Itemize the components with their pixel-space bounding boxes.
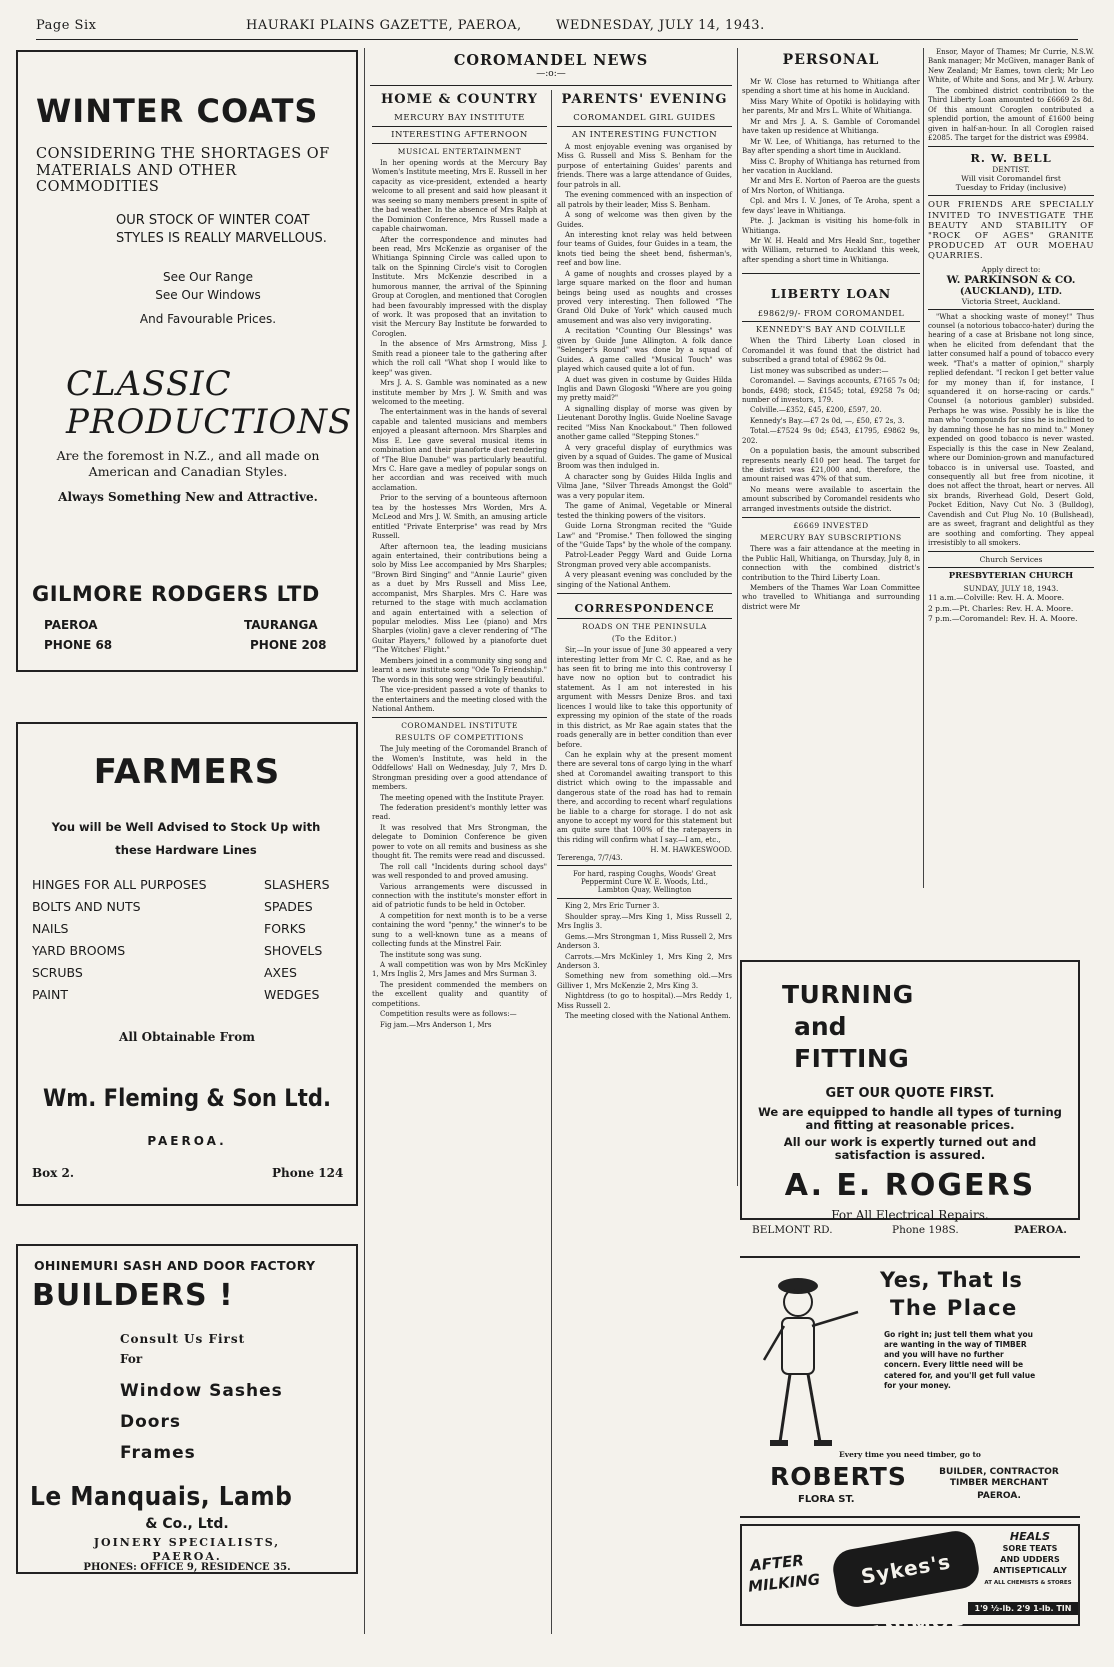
gilmore-rodgers-ad: [16, 50, 358, 672]
rogers-contact-row: [752, 1224, 1076, 1242]
column-rule: [737, 48, 738, 1186]
paragraph: Shoulder spray.—Mrs King 1, Miss Russell 2, Mrs Inglis 3.: [557, 912, 732, 931]
apply-text: Apply direct to:: [981, 264, 1041, 274]
hardware-item: PAINT: [32, 987, 68, 1002]
builders-item: Window Sashes: [120, 1381, 283, 1401]
paragraph: A wall competition was won by Mrs McKinley 1, Mrs Inglis 2, Mrs James and Mrs Surman 3.: [372, 961, 547, 979]
joinery-text: JOINERY SPECIALISTS,: [93, 1536, 281, 1549]
subheading: COROMANDEL GIRL GUIDES: [573, 113, 716, 123]
paragraph: The vice-president passed a vote of thanks to the entertainers and the meeting closed with the National Anthem.: [372, 686, 547, 713]
personal-column: [742, 48, 920, 888]
heals-text: HEALS: [1009, 1530, 1051, 1543]
after-text: AFTER: [749, 1551, 805, 1575]
paragraph: There was a fair attendance at the meeting in the Public Hall, Whitianga, on Thursday, July 8, in connection with the combined district's contribution to the Third Liberty Loan.: [742, 545, 920, 582]
builders-item: Frames: [120, 1443, 196, 1463]
paragraph: The meeting closed with the National Anthem.: [565, 1012, 731, 1021]
paeroa-phone: PHONE 68: [44, 638, 113, 652]
hardware-item: SCRUBS: [32, 965, 83, 980]
farmers-heading: FARMERS: [93, 752, 281, 792]
paragraph: Mr W. Lee, of Whitianga, has returned to the Bay after spending a short time in Auckland.: [742, 137, 920, 156]
expertly-text: All our work is expertly turned out and satisfaction is assured.: [783, 1135, 1037, 1163]
paragraph: Ensor, Mayor of Thames; Mr Currie, N.S.W. Bank manager; Mr McGiven, manager Bank of New Zealand; Mr Eames, town clerk; Mr Leo White, of White and Sons, and Mr J. W. Arbury.: [928, 48, 1094, 85]
sore-teats: SORE TEATS: [1002, 1544, 1058, 1553]
liberty-body: [742, 337, 920, 514]
paragraph: A recitation "Counting Our Blessings" was given by Guide June Allington. A folk dance "Selenger's Round" was done by a squad of Guides. A game called "Musical Touch" was played which caused quite a lot of fun.: [557, 327, 732, 374]
subheading: COROMANDEL INSTITUTE: [401, 721, 518, 731]
ae-rogers-ad: [740, 960, 1080, 1220]
paragraph: After afternoon tea, the leading musicians again entertained, their contributions being a solo by Miss Lee accompanied by Mrs Sharples; "Brown Bird Singing" and "Annie Laurie" given as a duet by Mrs Russell and Miss Lee, accompanist, Mrs Sharples. Mrs C. Hare was returned to the stage with much acclamation and again entertained with a selection of popular melodies. Miss Lee (piano) and Mrs Sharples (violin) gave a clever rendering of "The Guitar Players," followed by a pianoforte duet "The Witches' Flight.": [372, 542, 547, 655]
paragraph: Fig jam.—Mrs Anderson 1, Mrs: [380, 1020, 492, 1029]
animol-banner: [830, 1528, 982, 1647]
bell-name: R. W. BELL: [970, 151, 1052, 166]
paragraph: The combined district contribution to the Third Liberty Loan amounted to £6669 2s 8d. Of this amount Coroglen contributed a splendid portion, the amount of £1600 being given in half-an-hour. In all Coroglen raised £2085. The target for the district was £9984.: [928, 86, 1094, 142]
correspondence-heading: CORRESPONDENCE: [574, 602, 715, 616]
subheading: ROADS ON THE PENINSULA: [582, 622, 707, 632]
hardware-item: YARD BROOMS: [32, 943, 126, 958]
subheading: KENNEDY'S BAY AND COLVILLE: [756, 325, 906, 335]
church-services-label: Church Services: [979, 555, 1043, 565]
bell-line: Will visit Coromandel first: [961, 174, 1061, 184]
paragraph: A very pleasant evening was concluded by the singing of the National Anthem.: [557, 571, 732, 589]
roberts-text: Go right in; just tell them what you are wanting in the way of TIMBER and you will have no further concern. Every little need will be catered for, and you'll get full value for your money.: [884, 1330, 1036, 1390]
subheading: MERCURY BAY INSTITUTE: [394, 113, 525, 123]
article-body: [372, 745, 547, 1030]
paragraph: A competition for next month is to be a verse containing the word "penny," the winner's to be sung to a well-known tune as a means of collecting funds at the Minstrel Fair.: [372, 911, 547, 949]
quote-first: GET OUR QUOTE FIRST.: [825, 1086, 995, 1101]
subheading: £9862/9/- FROM COROMANDEL: [757, 309, 905, 319]
tauranga-label: TAURANGA: [244, 618, 318, 632]
paragraph: When the Third Liberty Loan closed in Coromandel it was found that the district had subscribed a grand total of £9862 9s 0d.: [742, 337, 920, 365]
paragraph: In the absence of Mrs Armstrong, Miss J. Smith read a pioneer tale to the gathering after which the roll call "What shop I would like to keep" was given.: [372, 340, 547, 377]
bell-title: DENTIST.: [992, 165, 1030, 175]
and-heading: and: [794, 1012, 847, 1041]
paragraph: Can he explain why at the present moment there are several tons of cargo lying in the wharf shed at Coromandel awaiting transport to this district which owing to the impassable and dangerous state of the road has had to remain there, and according to recent wharf regulations be liable to a charge for storage. I do not ask anyone to accept my word for this statement but am quite sure that 100% of the ratepayers in this riding will confirm what I say.—I am, etc.,: [557, 750, 732, 844]
le-manquais-ad: [16, 1244, 358, 1574]
paragraph: The president commended the members on the excellent quality and quantity of competitions.: [372, 980, 547, 1008]
favourable-prices: And Favourable Prices.: [139, 312, 277, 326]
hardware-intro: You will be Well Advised to Stock Up with these Hardware Lines: [51, 820, 321, 857]
article-body: [928, 48, 1094, 143]
paragraph: Total.—£7524 9s 0d; £543, £1795, £9862 9s, 202.: [742, 427, 920, 445]
rock-of-ages-text: OUR FRIENDS ARE SPECIALLY INVITED TO INVESTIGATE THE BEAUTY AND STABILITY OF "ROCK OF AGES" GRANITE PRODUCED AT OUR MOEHAU QUARRIES.: [928, 200, 1094, 262]
paragraph: Carrots.—Mrs McKinley 1, Mrs King 2, Mrs Anderson 3.: [557, 952, 732, 970]
paragraph: List money was subscribed as under:—: [750, 366, 889, 375]
paragraph: The entertainment was in the hands of several capable and talented musicians and members enjoyed a pleasant afternoon. Mrs Sharples and Miss E. Lee gave several musical items in combination and their pianoforte duet rendering of "The Blue Danube" was particularly beautiful. Mrs C. Hare gave a medley of popular songs on her accordian and was received with much acclamation.: [372, 408, 547, 492]
parkinson-name: W. PARKINSON & CO.: [946, 273, 1076, 286]
paragraph: A signalling display of morse was given by Lieutenant Dorothy Inglis. Guide Noeline Savage recited "Miss Nan Knockabout." Then followed another game called "Stepping Stones.": [557, 404, 732, 442]
builders-phones: PHONES: OFFICE 9, RESIDENCE 35.: [83, 1562, 291, 1573]
productions-heading: PRODUCTIONS: [66, 402, 353, 442]
hardware-list-right: [264, 874, 364, 1006]
hardware-item: WEDGES: [264, 987, 320, 1002]
classic-heading: CLASSIC: [66, 364, 232, 404]
rogers-address: BELMONT RD.: [752, 1224, 833, 1236]
paragraph: The institute song was sung.: [380, 950, 482, 959]
church-schedule: [928, 593, 1094, 623]
paragraph: The game of Animal, Vegetable or Mineral tested the thinking powers of the visitors.: [557, 502, 732, 520]
rogers-phone: Phone 198S.: [892, 1224, 959, 1236]
bell-line: Tuesday to Friday (inclusive): [955, 183, 1067, 193]
paragraph: The roll call "Incidents during school days" was well responded to and proved amusing.: [372, 862, 547, 881]
hardware-item: SPADES: [264, 899, 313, 914]
subheading: RESULTS OF COMPETITIONS: [395, 733, 524, 743]
church-service-line: 7 p.m.—Coromandel: Rev. H. A. Moore.: [928, 613, 1078, 623]
paragraph: Mr W. H. Heald and Mrs Heald Snr., together with William, returned to Auckland this week, after spending a short time in Whitianga.: [742, 237, 920, 264]
fleming-name: Wm. Fleming & Son Ltd.: [42, 1084, 332, 1112]
paragraph: Colville.—£352, £45, £200, £597, 20.: [750, 406, 882, 415]
subheading: MERCURY BAY SUBSCRIPTIONS: [760, 533, 902, 543]
subheading: INTERESTING AFTERNOON: [391, 130, 528, 140]
paragraph: Something new from something old.—Mrs Gilliver 1, Mrs McKenzie 2, Mrs King 3.: [557, 972, 732, 990]
electrical-repairs: For All Electrical Repairs.: [831, 1208, 989, 1222]
paragraph: A song of welcome was then given by the Guides.: [557, 211, 732, 229]
church-date: SUNDAY, JULY 18, 1943.: [963, 584, 1059, 594]
column-rule: [923, 48, 924, 888]
paragraph: Miss C. Brophy of Whitianga has returned from her vacation in Auckland.: [742, 157, 920, 175]
builders-heading: BUILDERS !: [32, 1278, 234, 1313]
hardware-item: FORKS: [264, 921, 306, 936]
paragraph: Various arrangements were discussed in connection with the institute's monster effort in aid of patriotic funds to be held in October.: [372, 882, 547, 910]
animol-brand: Sykes's ANIMOL: [859, 1549, 966, 1647]
turning-heading: TURNING: [782, 980, 914, 1009]
column-rule: [364, 48, 365, 1634]
builders-item: Doors: [120, 1412, 181, 1432]
flora-street: FLORA ST.: [798, 1494, 855, 1505]
carpenter-illustration: [746, 1264, 870, 1454]
fitting-heading: FITTING: [794, 1044, 910, 1073]
see-range: See Our Range: [162, 270, 254, 284]
paragraph: Nightdress (to go to hospital).—Mrs Reddy 1, Miss Russell 2.: [557, 992, 732, 1010]
equipped-text: We are equipped to handle all types of turning and fitting at reasonable prices.: [758, 1105, 1062, 1133]
parkinson-name2: (AUCKLAND), LTD.: [959, 285, 1063, 297]
paragraph: A game of noughts and crosses played by a large square marked on the floor and human beings being used as noughts and crosses proved very interesting. Then followed "The Grand Old Duke of York" which caused much amusement and was also very invigorating.: [557, 269, 732, 325]
roberts-name: ROBERTS: [770, 1462, 907, 1491]
udders: AND UDDERS: [1000, 1555, 1060, 1564]
paragraph: Coromandel. — Savings accounts, £7165 7s 0d; bonds, £498; stock, £1545; total, £9258 7s 0d; number of investors, 179.: [742, 377, 920, 404]
paragraph: On a population basis, the amount subscribed represents nearly £10 per head. The target for the district was £21,000 and, therefore, the amount raised was 47% of that sum.: [742, 447, 920, 484]
parkinson-address: Victoria Street, Auckland.: [961, 296, 1061, 306]
winter-coats-heading: WINTER COATS: [36, 92, 319, 130]
paragraph: Kennedy's Bay.—£7 2s 0d, —, £50, £7 2s, 3.: [750, 416, 905, 425]
church-service-line: 2 p.m.—Pt. Charles: Rev. H. A. Moore.: [928, 603, 1074, 613]
roberts-ad: [740, 1256, 1080, 1518]
paragraph: No means were available to ascertain the amount subscribed by Coromandel residents who arranged investments outside the district.: [742, 485, 920, 513]
paeroa-label: PAEROA: [44, 618, 98, 632]
le-manquais-co: & Co., Ltd.: [145, 1516, 229, 1532]
home-country-column: [372, 90, 547, 1634]
personal-heading: PERSONAL: [782, 52, 880, 68]
hardware-item: BOLTS AND NUTS: [32, 899, 141, 914]
paragraph: The federation president's monthly letter was read.: [372, 804, 547, 822]
paragraph: In her opening words at the Mercury Bay Women's Institute meeting, Mrs E. Russell in her capacity as vice-president, extended a hearty welcome to all present and said how pleasant it was seeing so many members present in spite of the bad weather. In the absence of Mrs Ralph at the Dominion Conference, Mrs Russell made a capable chairwoman.: [372, 159, 547, 234]
signature-place: Tererenga, 7/7/43.: [557, 854, 623, 863]
subheading: MUSICAL ENTERTAINMENT: [397, 147, 522, 156]
coromandel-news-header: COROMANDEL NEWS —:o:—: [370, 48, 732, 86]
yes-that-is: Yes, That Is: [880, 1268, 1023, 1292]
article-body: [557, 143, 732, 590]
paragraph: The July meeting of the Coromandel Branch of the Women's Institute, was held in the Oddfellows' Hall on Wednesday, July 7, Mrs D. Strongman presiding over a good attendance of members.: [372, 745, 547, 792]
animol-ad: [740, 1524, 1080, 1647]
for-text: For: [120, 1352, 143, 1366]
paragraph: King 2, Mrs Eric Turner 3.: [565, 902, 660, 911]
paragraph: The meeting opened with the Institute Prayer.: [380, 793, 544, 802]
consult-text: Consult Us First: [120, 1332, 246, 1346]
every-time-text: Every time you need timber, go to: [839, 1450, 981, 1459]
obtainable-text: All Obtainable From: [119, 1030, 255, 1044]
the-place: The Place: [890, 1296, 1018, 1320]
paragraph: Pte. J. Jackman is visiting his home-folk in Whitianga.: [742, 217, 920, 235]
roberts-line: TIMBER MERCHANT: [949, 1478, 1049, 1488]
stock-text: OUR STOCK OF WINTER COAT STYLES IS REALLY MARVELLOUS.: [116, 213, 327, 246]
hardware-item: SLASHERS: [264, 877, 330, 892]
paragraph: Mr W. Close has returned to Whitianga after spending a short time at his home in Auckland.: [742, 78, 920, 96]
article-body: [372, 159, 547, 714]
hardware-item: SHOVELS: [264, 943, 323, 958]
foremost-text: Are the foremost in N.Z., and all made on American and Canadian Styles.: [56, 448, 320, 479]
coromandel-news-title: COROMANDEL NEWS: [453, 52, 649, 69]
right-column: [928, 48, 1094, 894]
paragraph: Gems.—Mrs Strongman 1, Miss Russell 2, Mrs Anderson 3.: [557, 932, 732, 951]
milking-text: MILKING: [747, 1570, 821, 1596]
page-number: Page Six: [36, 18, 97, 33]
rogers-name: A. E. ROGERS: [784, 1168, 1036, 1203]
rogers-town: PAEROA.: [1014, 1224, 1067, 1236]
presbyterian-heading: PRESBYTERIAN CHURCH: [948, 571, 1074, 582]
shortages-text: CONSIDERING THE SHORTAGES OF MATERIALS AND OTHER COMMODITIES: [36, 146, 330, 196]
always-new-text: Always Something New and Attractive.: [58, 490, 318, 504]
factory-name: OHINEMURI SASH AND DOOR FACTORY: [34, 1258, 316, 1273]
signature: H. M. HAWKESWOOD.: [650, 846, 732, 855]
liberty-body: [742, 545, 920, 612]
paragraph: Guide Lorna Strongman recited the "Guide Law" and "Promise." Then followed the singing of the "Guide Taps" by the whole of the company.: [557, 522, 732, 549]
hardware-list-left: [32, 874, 232, 1006]
hardware-item: AXES: [264, 965, 297, 980]
liberty-loan-heading: LIBERTY LOAN: [770, 286, 892, 302]
paragraph: After the correspondence and minutes had been read, Mrs McKenzie as organiser of the Whitianga Spinning Circle was called upon to talk on the Spinning Circle's visit to Coroglen Institute. Mrs McKenzie described in a humorous manner, the arrival of the Spinning Group at Coroglen, and mentioned that Coroglen had been favourably impressed with the display of work. It was proposed that an invitation to visit the Mercury Bay Institute be forwarded to Coroglen.: [372, 235, 547, 338]
roberts-line: BUILDER, CONTRACTOR: [939, 1467, 1059, 1477]
fleming-phone: Phone 124: [272, 1166, 344, 1180]
paragraph: Patrol-Leader Peggy Ward and Guide Lorna Strongman proved very able accompanists.: [557, 551, 732, 569]
paragraph: The evening commenced with an inspection of all patrols by their leader, Miss S. Benham.: [557, 191, 732, 209]
roberts-line: PAEROA.: [977, 1491, 1021, 1501]
hardware-item: HINGES FOR ALL PURPOSES: [32, 877, 207, 892]
fleming-town: PAEROA.: [147, 1134, 227, 1148]
subheading: (To the Editor.): [611, 634, 678, 644]
article-body: [557, 646, 732, 845]
subheading: AN INTERESTING FUNCTION: [571, 130, 718, 140]
wm-fleming-ad: [16, 722, 358, 1206]
issue-date: WEDNESDAY, JULY 14, 1943.: [556, 18, 765, 33]
paragraph: Mrs J. A. S. Gamble was nominated as a new institute member by Mrs J. W. Smith and was welcomed to the meeting.: [372, 379, 547, 406]
paragraph: Members of the Thames War Loan Committee who travelled to Whitianga and surrounding district were Mr: [742, 583, 920, 611]
article-body: [557, 902, 732, 1021]
column-rule: [551, 90, 552, 1634]
paragraph: Mr and Mrs E. Norton of Paeroa are the guests of Mrs Norton, of Whitianga.: [742, 177, 920, 195]
gilmore-rodgers-name: GILMORE RODGERS LTD: [32, 582, 320, 606]
paragraph: Mr and Mrs J. A. S. Gamble of Coromandel have taken up residence at Whitianga.: [742, 117, 920, 136]
paragraph: A very graceful display of eurythmics was given by a squad of Guides. The game of Musical Broom was then indulged in.: [557, 443, 732, 471]
tobacco-article: "What a shocking waste of money!" Thus counsel (a notorious tobacco-hater) during the hearing of a case at Brisbane not long since, when he elicited from defendant that the latter consumed half a pound of tobacco every week. "That's a matter of opinion," sharply replied defendant. "I reckon I get better value for my money than if, for instance, I squandered it on horse-racing or cards." Counsel (a notorious gambler) subsided. Perhaps he was wise. Possibly he is like the man who "compounds for sins he is inclined to by damning those he has no mind to." Money expended on good tobacco is never wasted. Especially is this the case in New Zealand, where our Dominion-grown and manufactured tobacco is in universal use. Toasted, and consequently all but free from nicotine, it does not affect the throat, heart or nerves. All six brands, Riverhead Gold, Desert Gold, Pocket Edition, Navy Cut No. 3 (Bulldog), Cavendish and Cut Plug No. 10 (Bullshead), are as sweet, fragrant and delightful as they are soothing and comforting. They appeal irresistibly to all smokers.: [928, 312, 1094, 547]
paragraph: Sir,—In your issue of June 30 appeared a very interesting letter from Mr C. C. Rae, and as he has seen fit to bring me into this controversy I have now no option but to contradict his statement. As I am not interested in his argument with Messrs Denize Bros. and taxi licences I would like to take this opportunity of expressing my opinion of the state of the roads in this district, as Mr Rae again states that the roads generally are in better condition than ever before.: [557, 646, 732, 749]
builders-items: [120, 1376, 350, 1469]
paragraph: Competition results were as follows:—: [380, 1010, 517, 1019]
chemists-text: AT ALL CHEMISTS & STORES: [984, 1580, 1072, 1586]
paragraph: An interesting knot relay was held between four teams of Guides, four Guides in a team, the knots tied being the sheet bend, fisherman's, reef and bow line.: [557, 230, 732, 268]
home-country-heading: HOME & COUNTRY: [381, 92, 538, 107]
parents-evening-heading: PARENTS' EVENING: [561, 92, 728, 107]
paragraph: It was resolved that Mrs Strongman, the delegate to Dominion Conference be given power to vote on all remits and business as she thought fit. The remits were read and discussed.: [372, 823, 547, 861]
newspaper-title: HAURAKI PLAINS GAZETTE, PAEROA,: [246, 18, 522, 33]
paragraph: Cpl. and Mrs I. V. Jones, of Te Aroha, spent a few days' leave in Whitianga.: [742, 197, 920, 215]
paragraph: A duet was given in costume by Guides Hilda Inglis and Dawn Glogoski "Where are you going my pretty maid?": [557, 375, 732, 403]
tauranga-phone: PHONE 208: [250, 638, 327, 652]
paragraph: A most enjoyable evening was organised by Miss G. Russell and Miss S. Benham for the purpose of entertaining Guides' parents and friends. There was a large attendance of Guides, four patrols in all.: [557, 143, 732, 189]
peppermint-cure-ad: For hard, rasping Coughs, Woods' Great Peppermint Cure W. E. Woods, Ltd., Lambton Quay, Wellington: [573, 870, 716, 895]
antiseptically: ANTISEPTICALLY: [993, 1566, 1067, 1575]
page-header: [36, 18, 1078, 40]
paragraph: A character song by Guides Hilda Inglis and Vilma Jane, "Silver Threads Amongst the Gold" was a very popular item.: [557, 472, 732, 500]
le-manquais-name: Le Manquais, Lamb: [30, 1482, 293, 1512]
paragraph: Prior to the serving of a bounteous afternoon tea by the hostesses Mrs Worden, Mrs A. McLeod and Mrs J. W. Smith, an amusing article entitled "Private Enterprise" was read by Mrs Russell.: [372, 494, 547, 541]
paragraph: Miss Mary White of Opotiki is holidaying with her parents, Mr and Mrs L. White of Whitianga.: [742, 97, 920, 116]
personal-notes: [742, 78, 920, 265]
parents-evening-column: [557, 90, 732, 1634]
animol-price: 1'9 ½-lb. 2'9 1-lb. TIN: [968, 1602, 1078, 1615]
church-service-line: 11 a.m.—Colville: Rev. H. A. Moore.: [928, 593, 1065, 603]
see-windows: See Our Windows: [155, 288, 261, 302]
paragraph: Members joined in a community sing song and learnt a new institute song "Ode To Friendship." The words in this song were strikingly beautiful.: [372, 656, 547, 684]
subheading: £6669 INVESTED: [793, 521, 869, 531]
builders-town: PAEROA.: [152, 1550, 222, 1563]
box-number: Box 2.: [32, 1166, 75, 1180]
hardware-item: NAILS: [32, 921, 69, 936]
